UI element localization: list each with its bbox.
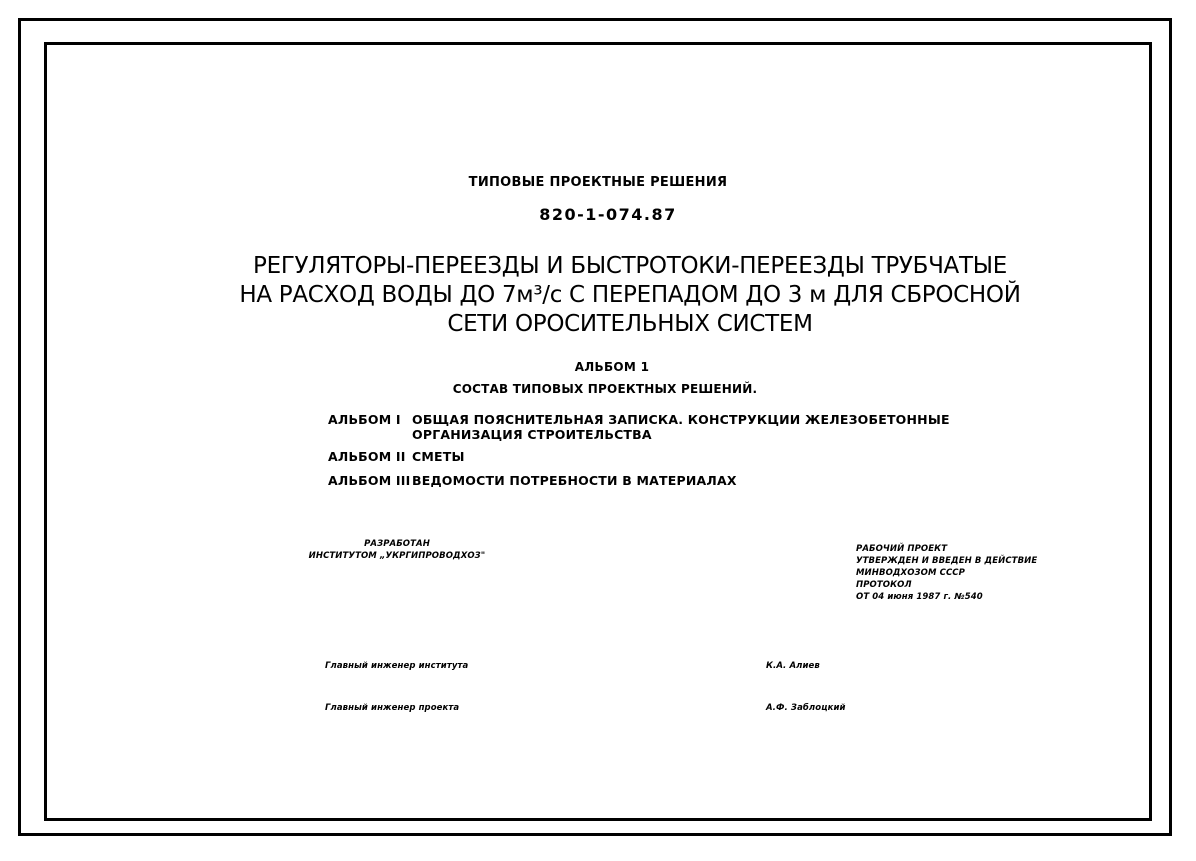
title-line-3: СЕТИ ОРОСИТЕЛЬНЫХ СИСТЕМ <box>447 311 813 337</box>
approval-block <box>856 543 1037 603</box>
album-entry-description: ВЕДОМОСТИ ПОТРЕБНОСТИ В МАТЕРИАЛАХ <box>412 473 737 488</box>
composition-heading: СОСТАВ ТИПОВЫХ ПРОЕКТНЫХ РЕШЕНИЙ. <box>452 382 758 396</box>
title-line-2: НА РАСХОД ВОДЫ ДО 7м³/с С ПЕРЕПАДОМ ДО 3 м ДЛЯ СБРОСНОЙ <box>239 282 1021 308</box>
developer-line-2: ИНСТИТУТОМ „УКРГИПРОВОДХОЗ" <box>308 551 486 561</box>
series-label: ТИПОВЫЕ ПРОЕКТНЫЕ РЕШЕНИЯ <box>468 175 728 190</box>
approval-line-4: ПРОТОКОЛ <box>856 580 912 590</box>
signature-name: А.Ф. Заблоцкий <box>766 703 846 713</box>
approval-line-5: ОТ 04 июня 1987 г. №540 <box>856 592 983 602</box>
approval-line-2: УТВЕРЖДЕН И ВВЕДЕН В ДЕЙСТВИЕ <box>856 556 1038 566</box>
document-title <box>200 252 1060 339</box>
album-entry-description: СМЕТЫ <box>412 449 465 464</box>
approval-line-1: РАБОЧИЙ ПРОЕКТ <box>856 544 948 554</box>
album-entry <box>328 473 737 488</box>
album-entry-name: АЛЬБОМ III <box>328 473 411 488</box>
signature-role: Главный инженер проекта <box>325 703 460 713</box>
developer-line-1: РАЗРАБОТАН <box>364 539 430 549</box>
album-entry <box>328 449 465 464</box>
approval-line-3: МИНВОДХОЗОМ СССР <box>856 568 965 578</box>
album-entry-name: АЛЬБОМ II <box>328 449 406 464</box>
album-entry <box>328 412 950 442</box>
album-entry-description: ОБЩАЯ ПОЯСНИТЕЛЬНАЯ ЗАПИСКА. КОНСТРУКЦИИ ЖЕЛЕЗОБЕТОННЫЕ <box>412 412 950 427</box>
title-line-1: РЕГУЛЯТОРЫ-ПЕРЕЕЗДЫ И БЫСТРОТОКИ-ПЕРЕЕЗДЫ ТРУБЧАТЫЕ <box>253 253 1007 279</box>
developer-block <box>287 538 507 562</box>
album-entry-name: АЛЬБОМ I <box>328 412 401 427</box>
signature-role: Главный инженер института <box>325 661 469 671</box>
signature-name: К.А. Алиев <box>766 661 820 671</box>
album-entry-description-cont: ОРГАНИЗАЦИЯ СТРОИТЕЛЬСТВА <box>412 427 652 442</box>
album-number: АЛЬБОМ 1 <box>574 360 650 374</box>
series-code: 820-1-074.87 <box>539 205 677 224</box>
